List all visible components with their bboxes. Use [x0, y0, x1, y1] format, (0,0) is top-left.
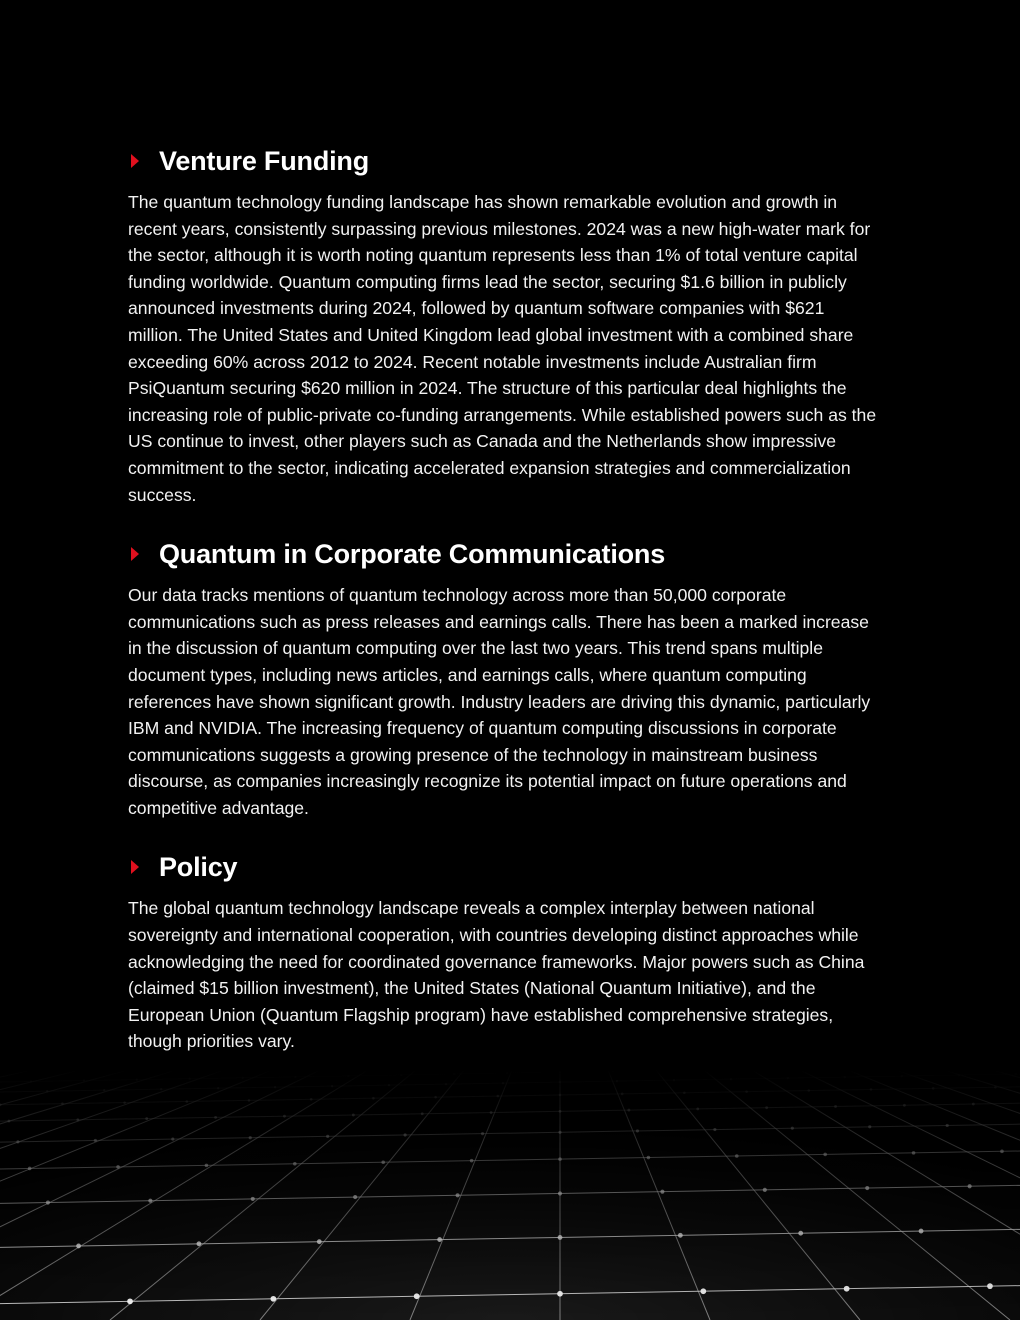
- red-triangle-bullet-icon: [131, 547, 139, 561]
- grid-floor-graphic: [0, 1070, 1020, 1320]
- section-body: Our data tracks mentions of quantum technology across more than 50,000 corporate communications such as press releases and earnings calls. There has been a marked increase in the discussion of quantum computing over the last two years. This trend spans multiple document types, including news articles, and earnings calls, where quantum computing references have shown significant growth. Industry leaders are driving this dynamic, particularly IBM and NVIDIA. The increasing frequency of quantum computing discussions in corporate communications suggests a growing presence of the technology in mainstream business discourse, as companies increasingly recognize its potential impact on future operations and competitive advantage.: [128, 585, 871, 818]
- section-title: Venture Funding: [159, 145, 369, 176]
- red-triangle-bullet-icon: [131, 860, 139, 874]
- document-content: [128, 143, 878, 1055]
- section-header: [128, 143, 878, 179]
- section-header: [128, 536, 878, 572]
- section-body: The quantum technology funding landscape has shown remarkable evolution and growth in recent years, consistently surpassing previous milestones. 2024 was a new high-water mark for the sector, although it is worth noting quantum represents less than 1% of total venture capital funding worldwide. Quantum computing firms lead the sector, securing $1.6 billion in publicly announced investments during 2024, followed by quantum software companies with $621 million. The United States and United Kingdom lead global investment with a combined share exceeding 60% across 2012 to 2024. Recent notable investments include Australian firm PsiQuantum securing $620 million in 2024. The structure of this particular deal highlights the increasing role of public-private co-funding arrangements. While established powers such as the US continue to invest, other players such as Canada and the Netherlands show impressive commitment to the sector, indicating accelerated expansion strategies and commercialization success.: [128, 192, 877, 505]
- section-title: Quantum in Corporate Communications: [159, 538, 666, 569]
- section-policy: [128, 849, 878, 1055]
- section-header: [128, 849, 878, 885]
- red-triangle-bullet-icon: [131, 154, 139, 168]
- section-venture-funding: [128, 143, 878, 508]
- section-title: Policy: [159, 851, 238, 882]
- section-body: The global quantum technology landscape reveals a complex interplay between national sovereignty and international cooperation, with countries developing distinct approaches while acknowledging the need for coordinated governance frameworks. Major powers such as China (claimed $15 billion investment), the United States (National Quantum Initiative), and the European Union (Quantum Flagship program) have established comprehensive strategies, though priorities vary.: [128, 898, 865, 1052]
- section-corporate-communications: [128, 536, 878, 821]
